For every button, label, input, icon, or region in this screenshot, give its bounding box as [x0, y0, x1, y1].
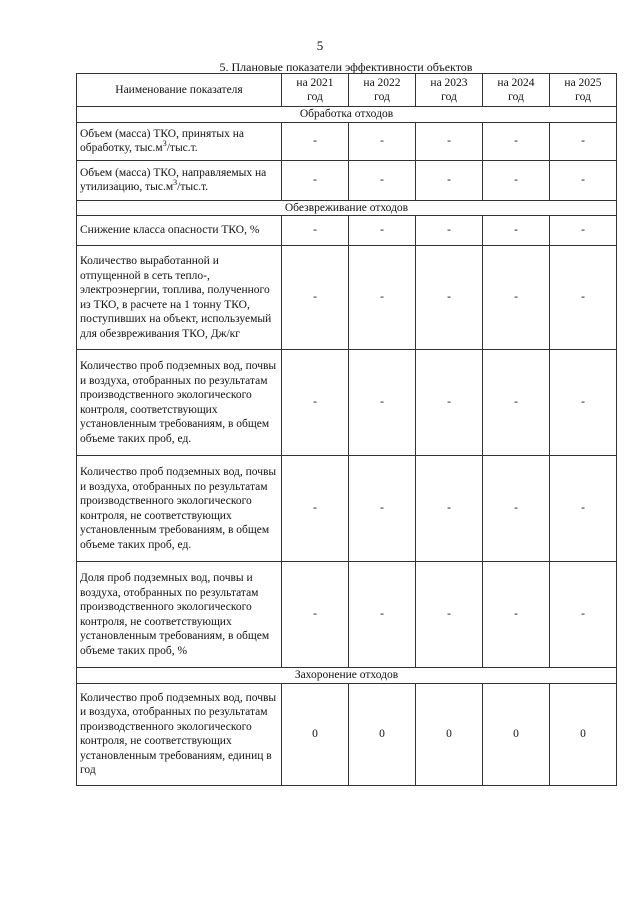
header-year-2024: [483, 74, 550, 107]
value-2023: -: [416, 246, 483, 350]
table-row: [77, 160, 617, 200]
value-2023: -: [416, 562, 483, 668]
page-number: 5: [316, 38, 324, 53]
table-row: [77, 216, 617, 246]
value-2022: -: [349, 562, 416, 668]
value-2024: -: [483, 246, 550, 350]
value-2021: -: [282, 350, 349, 456]
value-2023: 0: [416, 683, 483, 785]
group-title-neutralization: Обезвреживание отходов: [77, 200, 617, 216]
value-2021: -: [282, 562, 349, 668]
value-2023: -: [416, 456, 483, 562]
group-row: [77, 107, 617, 123]
header-year-unit: год: [307, 91, 323, 103]
table-row: [77, 350, 617, 456]
table-row: [77, 562, 617, 668]
group-row: [77, 668, 617, 684]
value-2023: -: [416, 122, 483, 160]
value-2024: -: [483, 562, 550, 668]
value-2025: -: [550, 456, 617, 562]
value-2021: -: [282, 456, 349, 562]
table-header-row: [77, 74, 617, 107]
value-2021: -: [282, 122, 349, 160]
value-2025: -: [550, 122, 617, 160]
header-year-unit: год: [508, 91, 524, 103]
header-year-unit: год: [374, 91, 390, 103]
value-2021: -: [282, 246, 349, 350]
value-2023: -: [416, 160, 483, 200]
header-year-label: на 2025: [564, 77, 602, 89]
indicator-name: Доля проб подземных вод, почвы и воздуха, отобранных по результатам производственного экологического контроля, не соответствующих установленным требованиям, в общем объеме таких проб, %: [77, 562, 282, 668]
header-year-2022: [349, 74, 416, 107]
indicator-name: Количество выработанной и отпущенной в сеть тепло-, электроэнергии, топлива, полученного из ТКО, в расчете на 1 тонну ТКО, поступивших на объект, используемый для обезвреживания ТКО, Дж/кг: [77, 246, 282, 350]
section-title: 5. Плановые показатели эффективности объектов: [219, 60, 473, 74]
indicator-name: Количество проб подземных вод, почвы и воздуха, отобранных по результатам производственного экологического контроля, не соответствующих установленным требованиям, единиц в год: [77, 683, 282, 785]
value-2024: -: [483, 456, 550, 562]
value-2023: -: [416, 216, 483, 246]
header-year-unit: год: [575, 91, 591, 103]
value-2022: -: [349, 160, 416, 200]
table-row: [77, 122, 617, 160]
group-title-landfill: Захоронение отходов: [77, 668, 617, 684]
value-2025: -: [550, 562, 617, 668]
table-row: [77, 246, 617, 350]
indicator-name: Объем (масса) ТКО, принятых на обработку, $тыс.м^3/тыс.т$.: [77, 122, 282, 160]
group-row: [77, 200, 617, 216]
value-2024: -: [483, 122, 550, 160]
table-row: [77, 683, 617, 785]
value-2021: -: [282, 160, 349, 200]
indicator-name: Количество проб подземных вод, почвы и воздуха, отобранных по результатам производственного экологического контроля, соответствующих установленным требованиям, в общем объеме таких проб, ед.: [77, 350, 282, 456]
header-indicator-name: Наименование показателя: [77, 74, 282, 107]
value-2024: -: [483, 350, 550, 456]
value-2024: -: [483, 160, 550, 200]
header-year-label: на 2024: [497, 77, 535, 89]
indicator-name: Снижение класса опасности ТКО, %: [77, 216, 282, 246]
value-2023: -: [416, 350, 483, 456]
value-2021: -: [282, 216, 349, 246]
value-2021: 0: [282, 683, 349, 785]
value-2022: -: [349, 246, 416, 350]
header-year-2025: [550, 74, 617, 107]
indicator-name: Объем (масса) ТКО, направляемых на утилизацию, $тыс.м^3/тыс.т$.: [77, 160, 282, 200]
indicators-table: [76, 73, 617, 786]
table-row: [77, 456, 617, 562]
value-2024: -: [483, 216, 550, 246]
header-year-unit: год: [441, 91, 457, 103]
value-2022: 0: [349, 683, 416, 785]
header-year-label: на 2022: [363, 77, 401, 89]
value-2024: 0: [483, 683, 550, 785]
header-year-label: на 2023: [430, 77, 468, 89]
header-year-2023: [416, 74, 483, 107]
value-2022: -: [349, 350, 416, 456]
value-2025: -: [550, 160, 617, 200]
value-2025: -: [550, 246, 617, 350]
value-2022: -: [349, 122, 416, 160]
value-2022: -: [349, 456, 416, 562]
value-2025: -: [550, 216, 617, 246]
value-2025: 0: [550, 683, 617, 785]
group-title-processing: Обработка отходов: [77, 107, 617, 123]
header-year-2021: [282, 74, 349, 107]
indicator-name: Количество проб подземных вод, почвы и воздуха, отобранных по результатам производственного экологического контроля, не соответствующих установленным требованиям, в общем объеме таких проб, ед.: [77, 456, 282, 562]
value-2022: -: [349, 216, 416, 246]
value-2025: -: [550, 350, 617, 456]
header-year-label: на 2021: [296, 77, 334, 89]
